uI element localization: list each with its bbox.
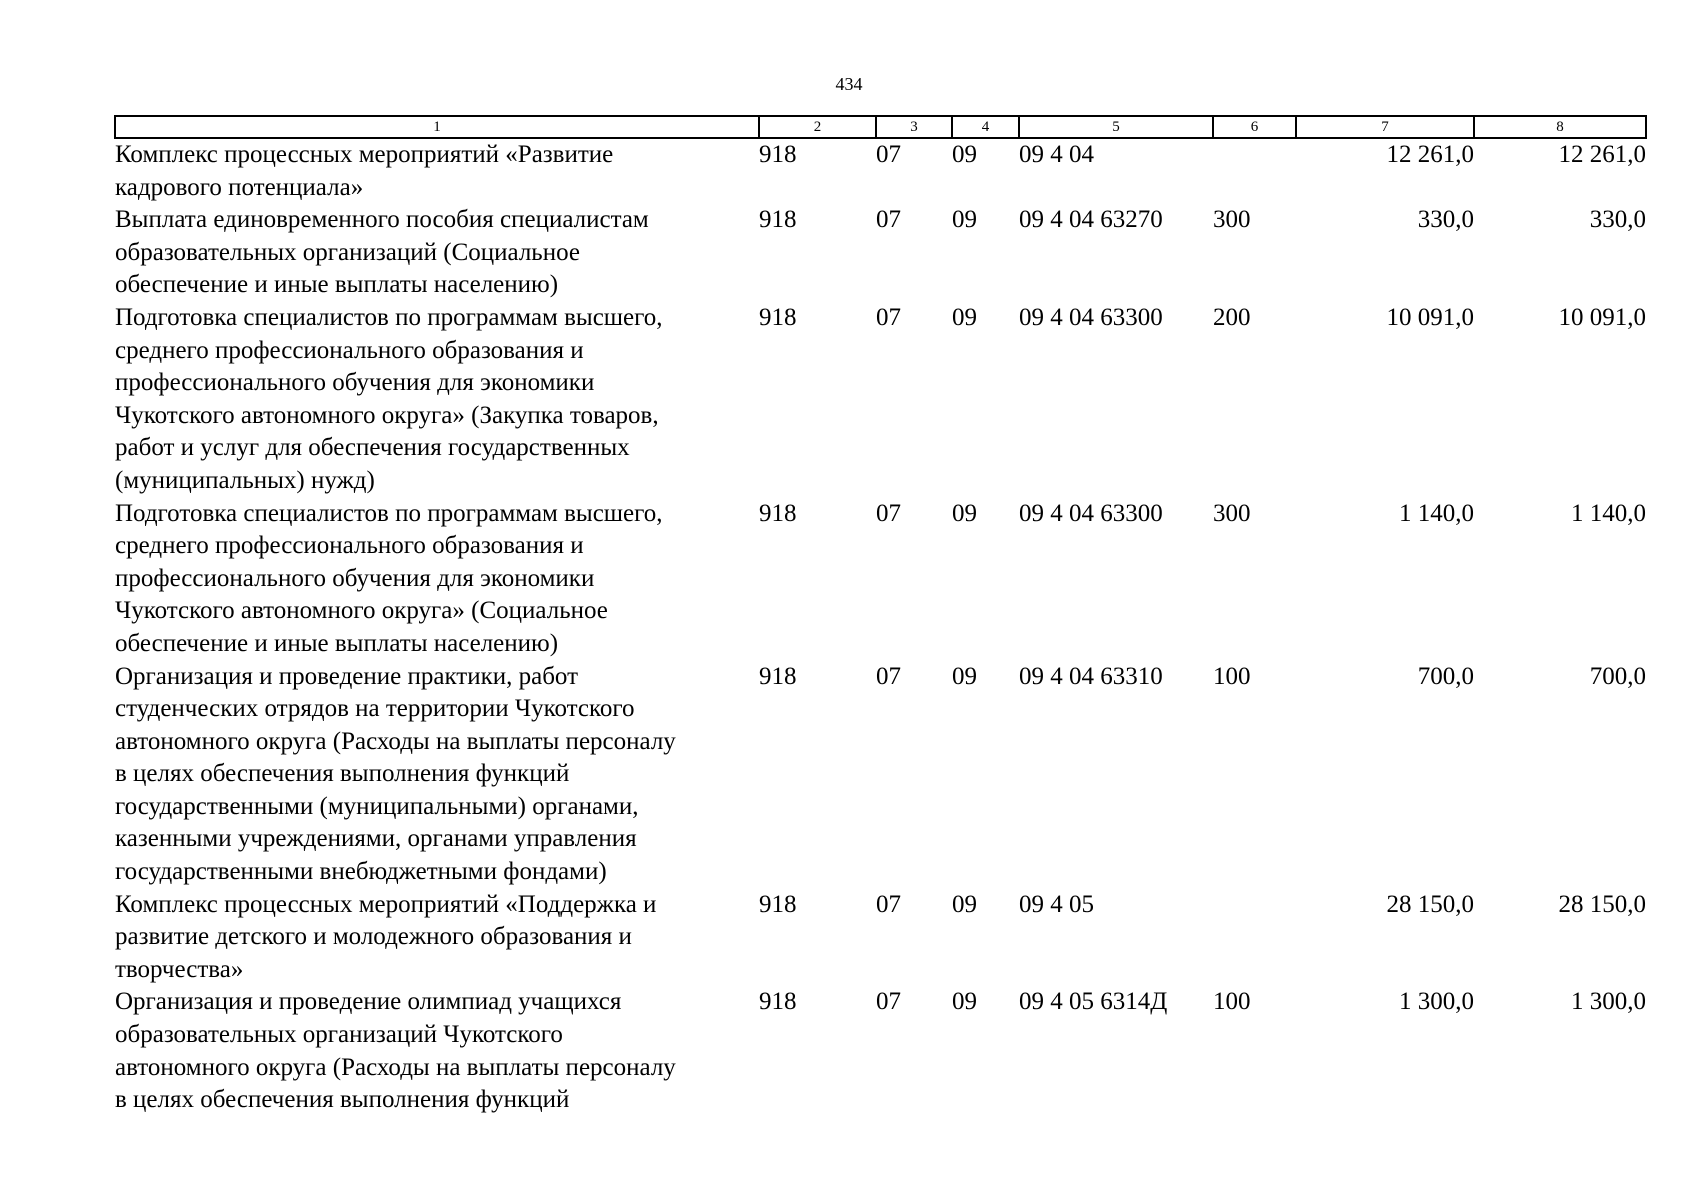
item-name-line: Подготовка специалистов по программам высшего, — [115, 499, 663, 527]
item-name-line: среднего профессионального образования и — [115, 336, 584, 364]
column-header-8: 8 — [1474, 116, 1646, 138]
item-name-line: профессионального обучения для экономики — [115, 564, 595, 592]
item-name-line: казенными учреждениями, органами управления — [115, 825, 637, 853]
amount-cell: 700,0 — [1417, 662, 1474, 690]
item-name-line: автономного округа (Расходы на выплаты персоналу — [115, 1053, 676, 1081]
item-name-line: образовательных организаций Чукотского — [115, 1021, 563, 1049]
expense-type-cell: 100 — [1213, 662, 1251, 690]
subsection-cell: 09 — [952, 141, 977, 168]
table-row — [115, 661, 1646, 889]
item-name-cell — [115, 661, 759, 889]
expense-type-cell — [1213, 138, 1296, 204]
item-name-line: студенческих отрядов на территории Чукотского — [115, 695, 635, 723]
item-name-line: государственными (муниципальными) органами, — [115, 792, 639, 820]
item-name-line: творчества» — [115, 955, 244, 983]
item-name-line: Чукотского автономного округа» (Закупка товаров, — [115, 401, 659, 429]
item-name-line: Организация и проведение практики, работ — [115, 662, 579, 690]
item-name-line: в целях обеспечения выполнения функций — [115, 760, 570, 788]
column-header-2: 2 — [759, 116, 876, 138]
subsection-cell: 09 — [952, 206, 977, 234]
subsection-cell: 09 — [952, 499, 977, 527]
subsection-cell: 09 — [952, 988, 977, 1016]
table-row — [115, 302, 1646, 498]
amount-cell: 330,0 — [1417, 206, 1474, 234]
target-article-cell: 09 4 05 — [1019, 890, 1094, 918]
table-row — [115, 498, 1646, 661]
section-cell: 07 — [876, 988, 901, 1016]
code-cell: 918 — [759, 206, 797, 234]
item-name-line: в целях обеспечения выполнения функций — [115, 1086, 570, 1114]
target-article-cell: 09 4 05 6314Д — [1019, 988, 1168, 1016]
target-article-cell: 09 4 04 63310 — [1019, 662, 1163, 690]
subsection-cell: 09 — [952, 890, 977, 918]
amount-cell: 330,0 — [1589, 206, 1646, 234]
code-cell: 918 — [759, 662, 797, 690]
item-name-line: работ и услуг для обеспечения государственных — [115, 434, 630, 462]
table-row — [115, 986, 1646, 1116]
item-name-cell — [115, 302, 759, 498]
item-name-cell — [115, 889, 759, 987]
item-name-line: профессионального обучения для экономики — [115, 369, 595, 397]
expense-type-cell: 300 — [1213, 206, 1251, 234]
amount-cell: 28 150,0 — [1386, 890, 1474, 918]
section-cell: 07 — [876, 206, 901, 234]
budget-table — [114, 115, 1647, 1117]
code-cell: 918 — [759, 890, 797, 918]
column-header-4: 4 — [952, 116, 1019, 138]
item-name-line: среднего профессионального образования и — [115, 532, 584, 560]
column-header-7: 7 — [1296, 116, 1474, 138]
amount-cell: 10 091,0 — [1558, 303, 1646, 331]
section-cell: 07 — [876, 662, 901, 690]
table-body — [115, 138, 1646, 1117]
page-number: 434 — [835, 74, 863, 94]
expense-type-cell: 300 — [1213, 499, 1251, 527]
item-name-line: обеспечение и иные выплаты населению) — [115, 271, 559, 299]
table-header — [115, 116, 1646, 138]
expense-type-cell — [1213, 889, 1296, 987]
column-header-1: 1 — [115, 116, 759, 138]
target-article-cell: 09 4 04 — [1019, 141, 1094, 168]
item-name-line: Комплекс процессных мероприятий «Развитие — [115, 141, 614, 168]
column-header-5: 5 — [1019, 116, 1213, 138]
item-name-line: обеспечение и иные выплаты населению) — [115, 629, 559, 657]
column-header-3: 3 — [876, 116, 952, 138]
header-row — [115, 116, 1646, 138]
amount-cell: 1 300,0 — [1571, 988, 1646, 1016]
section-cell: 07 — [876, 890, 901, 918]
table-row — [115, 138, 1646, 204]
item-name-line: государственными внебюджетными фондами) — [115, 858, 607, 886]
item-name-line: Организация и проведение олимпиад учащихся — [115, 988, 622, 1016]
item-name-line: Чукотского автономного округа» (Социальное — [115, 597, 608, 625]
section-cell: 07 — [876, 303, 901, 331]
code-cell: 918 — [759, 141, 797, 168]
table-row — [115, 889, 1646, 987]
item-name-line: (муниципальных) нужд) — [115, 466, 375, 494]
amount-cell: 10 091,0 — [1386, 303, 1474, 331]
code-cell: 918 — [759, 303, 797, 331]
target-article-cell: 09 4 04 63300 — [1019, 303, 1163, 331]
item-name-line: Комплекс процессных мероприятий «Поддержка и — [115, 890, 657, 918]
amount-cell: 12 261,0 — [1558, 141, 1646, 168]
subsection-cell: 09 — [952, 303, 977, 331]
amount-cell: 1 140,0 — [1399, 499, 1474, 527]
item-name-line: Выплата единовременного пособия специалистам — [115, 206, 649, 234]
item-name-cell — [115, 498, 759, 661]
target-article-cell: 09 4 04 63300 — [1019, 499, 1163, 527]
amount-cell: 1 300,0 — [1399, 988, 1474, 1016]
item-name-line: развитие детского и молодежного образования и — [115, 923, 632, 951]
amount-cell: 700,0 — [1589, 662, 1646, 690]
amount-cell: 28 150,0 — [1558, 890, 1646, 918]
expense-type-cell: 100 — [1213, 988, 1251, 1016]
target-article-cell: 09 4 04 63270 — [1019, 206, 1163, 234]
item-name-cell — [115, 204, 759, 302]
table-row — [115, 204, 1646, 302]
item-name-line: образовательных организаций (Социальное — [115, 238, 580, 266]
item-name-line: Подготовка специалистов по программам высшего, — [115, 303, 663, 331]
subsection-cell: 09 — [952, 662, 977, 690]
section-cell: 07 — [876, 499, 901, 527]
column-header-6: 6 — [1213, 116, 1296, 138]
item-name-cell — [115, 986, 759, 1116]
code-cell: 918 — [759, 499, 797, 527]
code-cell: 918 — [759, 988, 797, 1016]
item-name-line: кадрового потенциала» — [115, 173, 364, 201]
item-name-cell — [115, 138, 759, 204]
expense-type-cell: 200 — [1213, 303, 1251, 331]
item-name-line: автономного округа (Расходы на выплаты персоналу — [115, 727, 676, 755]
section-cell: 07 — [876, 141, 901, 168]
amount-cell: 12 261,0 — [1386, 141, 1474, 168]
amount-cell: 1 140,0 — [1571, 499, 1646, 527]
